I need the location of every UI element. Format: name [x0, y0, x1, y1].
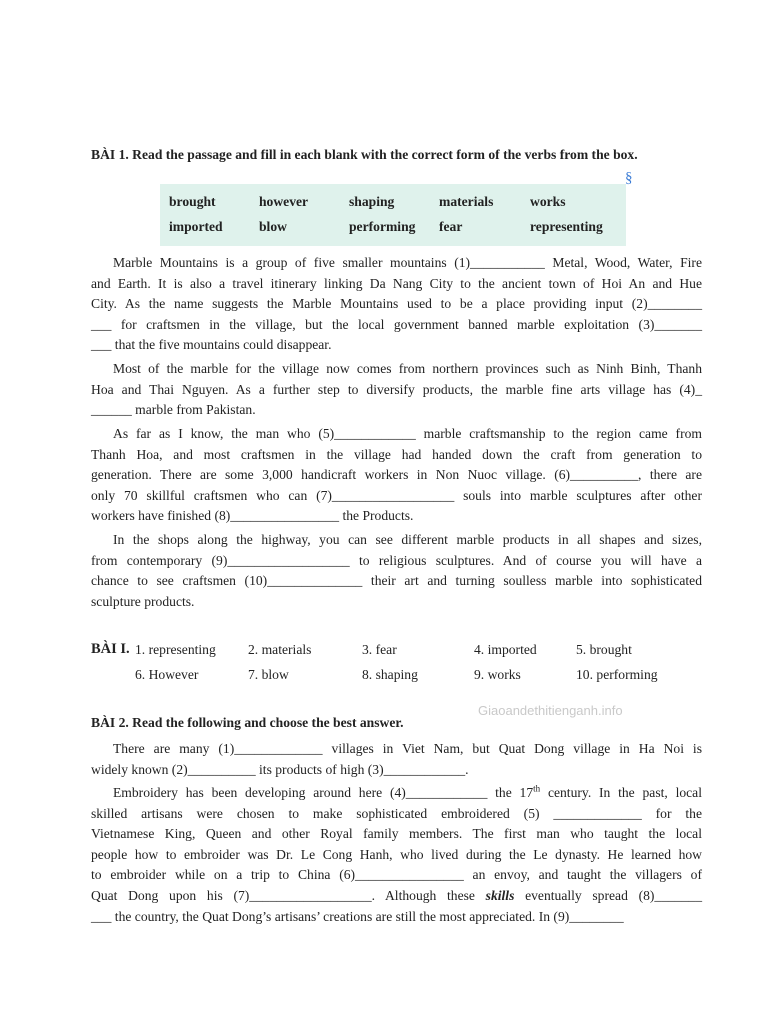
- passage-line: workers have finished (8)________________ the Products.: [91, 508, 414, 524]
- passage-line: Marble Mountains is a group of five smaller mountains (1)___________ Metal, Wood, Water, Fire: [113, 255, 702, 270]
- passage-line: generation. There are some 3,000 handicraft workers in Non Nuoc village. (6)__________, there are: [91, 467, 702, 483]
- passage-line: widely known (2)__________ its products of high (3)____________.: [91, 761, 469, 777]
- passage-line: ______ marble from Pakistan.: [91, 402, 256, 418]
- emphasized-word-skills: skills: [485, 887, 515, 903]
- passage-line: Vietnamese King, Queen and other Royal family members. The first man who taught the local: [91, 826, 702, 842]
- passage-line: As far as I know, the man who (5)____________ marble craftsmanship to the region came from: [113, 426, 702, 441]
- passage-line: ___ the country, the Quat Dong’s artisans’ creations are still the most appreciated. In (9)________: [91, 908, 624, 924]
- answer-item: 6. However: [135, 667, 199, 682]
- passage-line: from contemporary (9)__________________ to religious sculptures. And of course you will have a: [91, 552, 702, 568]
- word-box-item: brought: [169, 194, 216, 209]
- passage-line: skilled artisans were chosen to make sophisticated embroidered (5) _____________ for the: [91, 805, 702, 821]
- word-box-item: imported: [169, 219, 223, 234]
- answer-item: 2. materials: [248, 642, 312, 657]
- passage-line: ___ for craftsmen in the village, but the local government banned marble exploitation (3)_______: [91, 316, 702, 332]
- passage-line: sculpture products.: [91, 593, 195, 609]
- passage-line: only 70 skillful craftsmen who can (7)__________________ souls into marble sculptures after other: [91, 487, 702, 503]
- answer-item: 5. brought: [576, 642, 632, 657]
- answer-item: 9. works: [474, 667, 521, 682]
- exercise-1-paragraph-2: [91, 359, 702, 421]
- exercise-1-heading: BÀI 1. Read the passage and fill in each blank with the correct form of the verbs from the box.: [91, 147, 638, 162]
- answer-item: 1. representing: [135, 642, 216, 657]
- section-symbol: §: [625, 170, 633, 186]
- passage-line: ___ that the five mountains could disappear.: [91, 337, 332, 353]
- exercise-2-paragraph-1: [91, 739, 702, 780]
- passage-line: There are many (1)_____________ villages in Viet Nam, but Quat Dong village in Ha Noi is: [113, 741, 702, 756]
- word-box-item: blow: [259, 219, 287, 234]
- word-box-item: works: [530, 194, 566, 209]
- passage-line: In the shops along the highway, you can see different marble products in all shapes and sizes,: [113, 532, 702, 547]
- word-box-item: performing: [349, 219, 416, 234]
- answer-item: 3. fear: [362, 642, 397, 657]
- answer-item: 10. performing: [576, 667, 658, 682]
- watermark: Giaoandethitienganh.info: [478, 703, 623, 718]
- exercise-2-heading: BÀI 2. Read the following and choose the best answer.: [91, 715, 404, 730]
- passage-line-with-superscript: Embroidery has been developing around here (4)____________ the 17th century. In the past, local: [113, 783, 702, 800]
- passage-line: Hoa and Thai Nguyen. As a further step to diversify products, the marble fine arts village has (4)_: [91, 381, 702, 397]
- passage-line: Most of the marble for the village now comes from northern provinces such as Ninh Binh, Thanh: [113, 361, 702, 376]
- word-box-item: materials: [439, 194, 494, 209]
- word-box-item: shaping: [349, 194, 395, 209]
- passage-line-with-emphasis: Quat Dong upon his (7)__________________. Although these skills eventually spread (8)_______: [91, 887, 702, 903]
- passage-line: City. As the name suggests the Marble Mountains used to be a place providing input (2)________: [91, 296, 702, 312]
- word-box-item: however: [259, 194, 309, 209]
- passage-line: chance to see craftsmen (10)______________ their art and turning soulless marble into sophisticated: [91, 573, 702, 589]
- answers-label: BÀI I.: [91, 641, 130, 657]
- superscript-th: th: [533, 783, 541, 794]
- word-box-item: representing: [530, 219, 603, 234]
- passage-line: to embroider while on a trip to China (6)________________ an envoy, and taught the villagers of: [91, 867, 702, 883]
- passage-line: and Earth. It is also a travel itinerary linking Da Nang City to the ancient town of Hoi An and Hue: [91, 275, 702, 291]
- answer-item: 7. blow: [248, 667, 289, 682]
- exercise-1-paragraph-1: [91, 253, 702, 356]
- passage-line: Thanh Hoa, and most craftsmen in the village had handed down the craft from generation to: [91, 446, 702, 462]
- exercise-2-paragraph-2: [91, 783, 702, 927]
- passage-line: people how to embroider was Dr. Le Cong Hanh, who lived during the Le dynasty. He learned how: [91, 846, 702, 862]
- answer-item: 4. imported: [474, 642, 537, 657]
- exercise-1-paragraph-4: [91, 530, 702, 612]
- word-box-item: fear: [439, 219, 463, 234]
- answer-item: 8. shaping: [362, 667, 418, 682]
- word-box: [160, 184, 626, 246]
- exercise-1-paragraph-3: [91, 424, 702, 527]
